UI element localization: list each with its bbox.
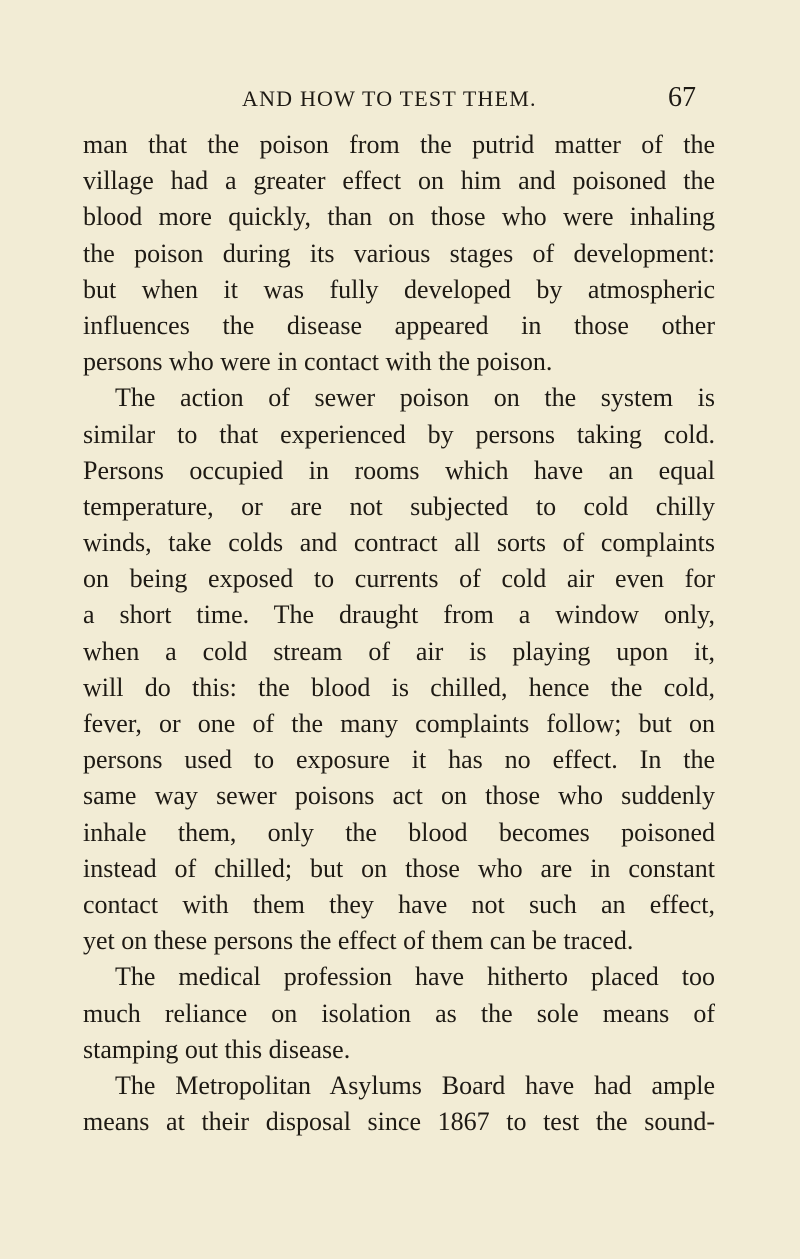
text-line: will do this: the blood is chilled, hence the cold, — [83, 672, 715, 702]
text-line: much reliance on isolation as the sole means of — [83, 998, 715, 1028]
text-line: blood more quickly, than on those who were inhaling — [83, 202, 715, 232]
text-line: a short time. The draught from a window only, — [83, 600, 715, 630]
text-line: instead of chilled; but on those who are in constant — [83, 853, 715, 883]
running-head — [0, 82, 800, 122]
text-line: persons used to exposure it has no effect. In the — [83, 745, 715, 775]
text-line: same way sewer poisons act on those who suddenly — [83, 781, 715, 811]
text-line: The Metropolitan Asylums Board have had ample — [115, 1070, 715, 1100]
text-line: similar to that experienced by persons taking cold. — [83, 419, 715, 449]
text-line: influences the disease appeared in those other — [83, 310, 715, 340]
text-line: fever, or one of the many complaints follow; but on — [83, 709, 715, 738]
text-line: when a cold stream of air is playing upon it, — [83, 636, 715, 666]
text-line: man that the poison from the putrid matter of the — [83, 130, 715, 159]
text-line: persons who were in contact with the poison. — [83, 347, 553, 377]
running-title: AND HOW TO TEST THEM. — [242, 86, 537, 111]
text-line: inhale them, only the blood becomes poisoned — [83, 817, 715, 847]
text-line: means at their disposal since 1867 to test the sound- — [83, 1107, 715, 1137]
body-text — [83, 127, 715, 1140]
text-line: the poison during its various stages of development: — [83, 238, 715, 268]
text-line: Persons occupied in rooms which have an equal — [83, 455, 715, 485]
text-line: temperature, or are not subjected to cold chilly — [83, 491, 715, 521]
text-line: stamping out this disease. — [83, 1034, 351, 1064]
text-line: on being exposed to currents of cold air even for — [83, 564, 715, 594]
text-line: winds, take colds and contract all sorts of complaints — [83, 528, 715, 558]
text-line: village had a greater effect on him and poisoned the — [83, 166, 715, 196]
text-line: The medical profession have hitherto placed too — [115, 962, 715, 992]
text-line: contact with them they have not such an effect, — [83, 889, 715, 919]
text-line: The action of sewer poison on the system is — [115, 383, 715, 413]
text-line: but when it was fully developed by atmospheric — [83, 274, 715, 304]
page-number: 67 — [668, 82, 696, 113]
text-line: yet on these persons the effect of them can be traced. — [83, 926, 634, 956]
